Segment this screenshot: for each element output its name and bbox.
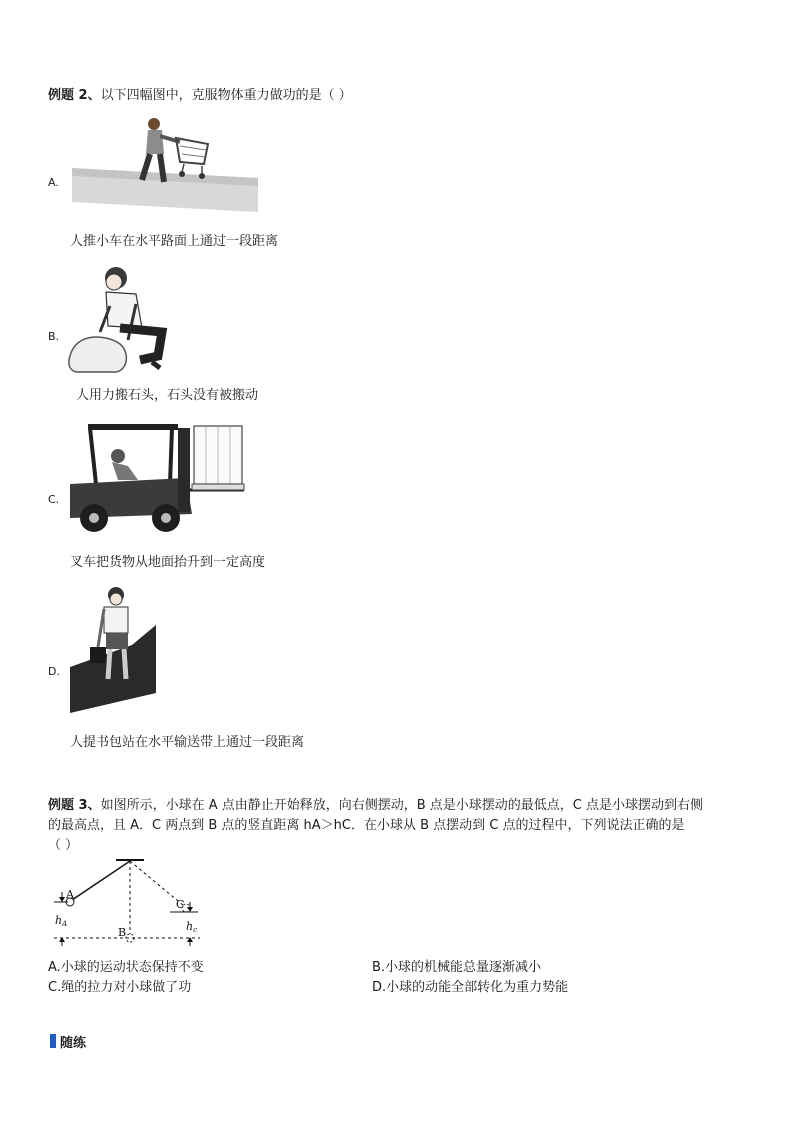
schoolbag — [90, 647, 106, 663]
question-3-line-1: 例题 3、如图所示，小球在 A 点由静止开始释放，向右侧摆动，B 点是小球摆动的最低点，C 点是小球摆动到右侧 — [48, 798, 703, 813]
question-3-line-3: （ ） — [48, 838, 79, 853]
pendulum-diagram — [50, 856, 210, 948]
option-c-figure — [66, 420, 246, 536]
label-b: B — [118, 926, 127, 939]
question-3-title — [48, 796, 768, 856]
option-d-caption: 人提书包站在水平输送带上通过一段距离 — [70, 735, 305, 750]
option-b-figure — [66, 260, 182, 376]
question-2-text: 以下四幅图中，克服物体重力做功的是（ ） — [100, 88, 352, 103]
question-3-line-2: 的最高点，且 A．C 两点到 B 点的竖直距离 hA＞hC．在小球从 B 点摆动到 C 点的过程中，下列说法正确的是 — [48, 818, 685, 833]
choice-c[interactable]: C.绳的拉力对小球做了功 — [48, 980, 192, 995]
question-2-title — [48, 86, 352, 106]
label-ha: hA — [55, 914, 68, 928]
cargo-box — [192, 426, 244, 490]
choice-b[interactable]: B.小球的机械能总量逐渐减小 — [372, 960, 542, 975]
option-b-caption: 人用力搬石头，石头没有被搬动 — [76, 388, 259, 403]
choice-d[interactable]: D.小球的动能全部转化为重力势能 — [372, 980, 569, 995]
shopping-cart — [176, 138, 208, 179]
rope-to-a — [72, 861, 130, 900]
label-a: A — [66, 888, 74, 901]
option-a-caption: 人推小车在水平路面上通过一段距离 — [70, 234, 279, 249]
option-b-letter: B. — [48, 330, 60, 343]
choice-a[interactable]: A.小球的运动状态保持不变 — [48, 960, 204, 975]
option-a-figure — [72, 116, 262, 214]
label-hc: hc — [186, 920, 198, 934]
question-3-number: 例题 3、 — [48, 798, 101, 813]
section-title: 随练 — [60, 1036, 87, 1051]
option-c-letter: C. — [48, 493, 60, 506]
option-d-figure — [70, 585, 158, 717]
option-c-caption: 叉车把货物从地面抬升到一定高度 — [70, 555, 266, 570]
stone — [69, 337, 127, 372]
option-d-letter: D. — [48, 665, 60, 678]
option-a-letter: A. — [48, 176, 59, 189]
label-c: C — [176, 898, 185, 911]
question-2-number: 例题 2、 — [48, 88, 101, 103]
section-marker — [50, 1034, 56, 1048]
